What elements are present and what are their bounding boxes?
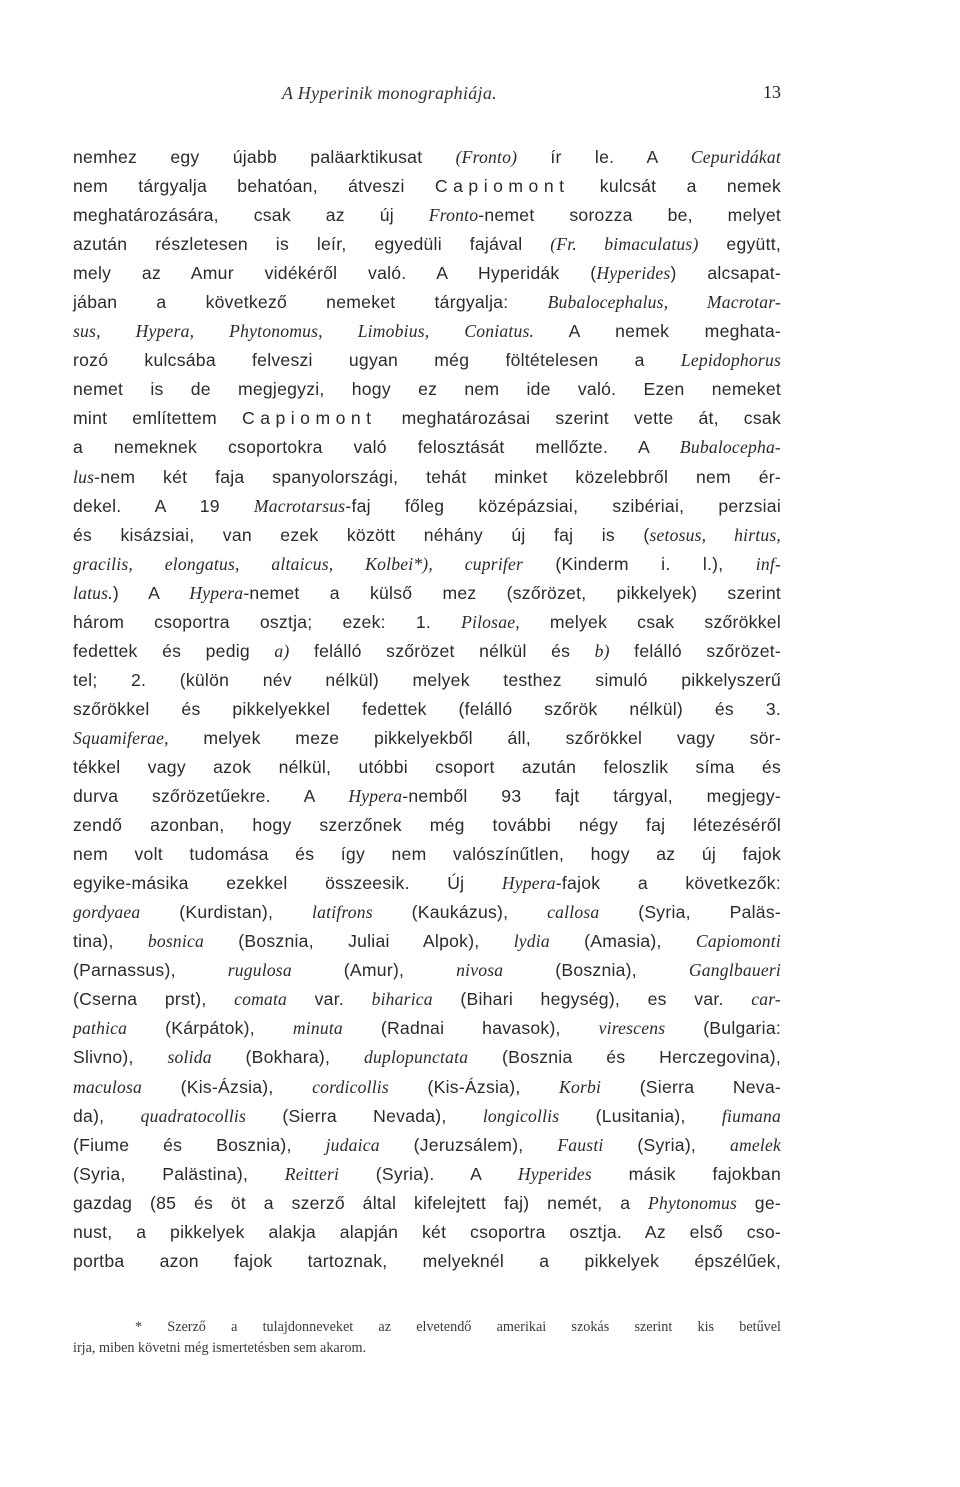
- text-line: [73, 956, 781, 985]
- text-line: [73, 550, 781, 579]
- text-segment: (Bosznia, Juliai Alpok),: [204, 931, 514, 952]
- text-segment: (Syria). A: [339, 1163, 518, 1184]
- text-line: [73, 317, 781, 346]
- italic-text: duplopunctata: [363, 1047, 469, 1068]
- italic-text: b): [594, 640, 610, 661]
- text-segment: zendő azonban, hogy szerzőnek még további négy faj létezéséről: [73, 815, 781, 836]
- spaced-name: Capiomont: [434, 176, 570, 197]
- text-line: [73, 1131, 781, 1160]
- italic-text: inf-: [755, 553, 781, 574]
- italic-text: car-: [751, 989, 781, 1010]
- text-segment: -fajok a következők:: [555, 873, 781, 894]
- text-segment: (Kis-Ázsia),: [388, 1076, 560, 1097]
- text-line: [73, 1073, 781, 1102]
- text-segment: (Bulgaria:: [665, 1018, 781, 1039]
- text-line: [73, 259, 781, 288]
- text-segment: A nemek meghata-: [534, 321, 781, 342]
- text-line: [73, 375, 781, 404]
- text-line: [73, 753, 781, 782]
- text-segment: (Radnai havasok),: [342, 1018, 599, 1039]
- italic-text: quadratocollis: [140, 1105, 247, 1126]
- text-segment: másik fajokban: [591, 1163, 781, 1184]
- text-segment: azután részletesen is leír, egyedüli fajával: [73, 234, 551, 255]
- italic-text: Macrotarsus: [253, 495, 346, 516]
- text-segment: szőrökkel és pikkelyekkel fedettek (felálló szőrök nélkül) és 3.: [73, 698, 781, 719]
- italic-text: latus.: [73, 582, 113, 603]
- italic-text: latifrons: [312, 902, 373, 923]
- page-number: 13: [763, 82, 781, 102]
- text-segment: (Sierra Nevada),: [246, 1105, 483, 1126]
- text-segment: melyek csak szőrökkel: [519, 611, 781, 632]
- text-segment: (Kis-Ázsia),: [142, 1076, 313, 1097]
- text-line: [73, 608, 781, 637]
- footnote: [73, 1317, 781, 1359]
- italic-text: Capiomonti: [695, 931, 781, 952]
- text-segment: (Fiume és Bosznia),: [73, 1134, 326, 1155]
- text-segment: a nemeknek csoportokra való felosztását mellőzte. A: [73, 437, 680, 458]
- text-line: [73, 1014, 781, 1043]
- text-segment: felálló szőrözet nélkül és: [289, 640, 595, 661]
- text-segment: (Syria, Palästina),: [73, 1163, 285, 1184]
- text-line: [73, 143, 781, 172]
- text-segment: egyike-másika ezekkel összeesik. Új: [73, 873, 502, 894]
- text-line: [73, 927, 781, 956]
- italic-text: callosa: [547, 902, 600, 923]
- text-line: [73, 1102, 781, 1131]
- text-segment: három csoportra osztja; ezek: 1.: [73, 611, 462, 632]
- italic-text: setosus, hirtus,: [649, 524, 781, 545]
- text-line: [73, 1189, 781, 1218]
- text-segment: var.: [287, 989, 372, 1010]
- text-line: [73, 724, 781, 753]
- text-line: [73, 840, 781, 869]
- italic-text: Squamiferae,: [73, 727, 169, 748]
- text-segment: rozó kulcsába felveszi ugyan még föltételesen a: [73, 350, 681, 371]
- footnote-line-1: * Szerző a tulajdonneveket az elvetendő amerikai szokás szerint kis betűvel: [135, 1319, 781, 1335]
- text-segment: gazdag (85 és öt a szerző által kifelejtett faj) nemét, a: [73, 1192, 649, 1213]
- italic-text: sus, Hypera, Phytonomus, Limobius, Coniatus.: [73, 321, 535, 342]
- text-segment: felálló szőrözet-: [609, 640, 781, 661]
- text-segment: mint említettem: [73, 408, 242, 429]
- text-segment: (Sierra Neva-: [601, 1076, 781, 1097]
- italic-text: Hypera: [189, 582, 244, 603]
- text-segment: ) alcsapat-: [670, 263, 781, 284]
- italic-text: lydia: [513, 931, 550, 952]
- text-segment: mely az Amur vidékéről való. A Hyperidák (: [73, 263, 597, 284]
- italic-text: Pilosae,: [461, 611, 520, 632]
- text-line: [73, 404, 781, 433]
- text-segment: ) A: [112, 582, 190, 603]
- text-line: [73, 521, 781, 550]
- text-segment: (Kárpátok),: [127, 1018, 293, 1039]
- text-segment: kulcsát a nemek: [569, 176, 781, 197]
- footnote-line-2: irja, miben követni még ismertetésben sem akarom.: [73, 1340, 367, 1356]
- text-segment: nem tárgyalja behatóan, átveszi: [73, 176, 435, 197]
- italic-text: Lepidophorus: [680, 350, 781, 371]
- text-segment: -faj főleg középázsiai, szibériai, perzsiai: [345, 495, 781, 516]
- text-segment: tina),: [73, 931, 148, 952]
- text-line: [73, 492, 781, 521]
- text-segment: (Kurdistan),: [140, 902, 313, 923]
- text-segment: (Syria, Paläs-: [599, 902, 782, 923]
- italic-text: Ganglbaueri: [688, 960, 781, 981]
- text-segment: együtt,: [698, 234, 781, 255]
- italic-text: Bubalocepha-: [679, 437, 781, 458]
- text-segment: -nemet sorozza be, melyet: [478, 205, 782, 226]
- text-segment: tel; 2. (külön név nélkül) melyek testhez simuló pikkelyszerű: [73, 669, 781, 690]
- text-segment: (Jeruzsálem),: [379, 1134, 558, 1155]
- text-segment: da),: [73, 1105, 141, 1126]
- text-segment: (Lusitania),: [559, 1105, 722, 1126]
- text-line: [73, 346, 781, 375]
- text-segment: -nemet a külső mez (szőrözet, pikkelyek) szerint: [243, 582, 781, 603]
- text-segment: (Amur),: [291, 960, 457, 981]
- text-segment: Slivno),: [73, 1047, 168, 1068]
- text-line: [73, 463, 781, 492]
- italic-text: minuta: [292, 1018, 343, 1039]
- text-line: [73, 637, 781, 666]
- italic-text: gordyaea: [73, 902, 141, 923]
- italic-text: fiumana: [721, 1105, 781, 1126]
- italic-text: Reitteri: [284, 1163, 340, 1184]
- text-segment: nemet is de megjegyzi, hogy ez nem ide való. Ezen nemeket: [73, 379, 781, 400]
- italic-text: pathica: [73, 1018, 128, 1039]
- italic-text: (Fronto): [455, 147, 518, 167]
- text-segment: és kisázsiai, van ezek között néhány új faj is (: [73, 524, 650, 545]
- italic-text: Cepuridákat: [690, 147, 781, 167]
- running-title: A Hyperinik monographiája.: [282, 83, 497, 103]
- italic-text: comata: [234, 989, 288, 1010]
- text-line: [73, 869, 781, 898]
- body-text: [73, 143, 781, 1276]
- italic-text: Fausti: [557, 1134, 604, 1155]
- italic-text: amelek: [729, 1134, 781, 1155]
- text-segment: (Kaukázus),: [372, 902, 548, 923]
- italic-text: judaica: [325, 1134, 380, 1155]
- italic-text: maculosa: [73, 1076, 143, 1097]
- spaced-name: Capiomont: [241, 408, 377, 429]
- italic-text: Phytonomus: [648, 1192, 738, 1213]
- italic-text: rugulosa: [227, 960, 292, 981]
- text-segment: (Bihari hegység), es var.: [432, 989, 752, 1010]
- text-segment: -nem két faja spanyolországi, tehát minket közelebbről nem ér-: [94, 466, 781, 487]
- text-line: [73, 898, 781, 927]
- text-segment: (Syria),: [603, 1134, 730, 1155]
- text-segment: (Kinderm i. l.),: [523, 553, 756, 574]
- text-line: [73, 1218, 781, 1247]
- text-segment: nem volt tudomása és így nem valószínűtlen, hogy az új fajok: [73, 844, 781, 865]
- text-segment: melyek meze pikkelyekből áll, szőrökkel vagy sör-: [168, 727, 781, 748]
- text-segment: ge-: [737, 1192, 781, 1213]
- italic-text: Hypera: [348, 786, 403, 807]
- text-line: [73, 695, 781, 724]
- italic-text: lus: [73, 466, 95, 487]
- italic-text: biharica: [371, 989, 433, 1010]
- italic-text: gracilis, elongatus, altaicus, Kolbei*), cuprifer: [73, 553, 524, 574]
- italic-text: Korbi: [559, 1076, 602, 1097]
- text-segment: ír le. A: [517, 147, 691, 167]
- text-line: [73, 666, 781, 695]
- text-segment: durva szőrözetűekre. A: [73, 786, 349, 807]
- italic-text: bosnica: [147, 931, 204, 952]
- italic-text: cordicollis: [312, 1076, 389, 1097]
- italic-text: Hyperides: [517, 1163, 592, 1184]
- text-line: [73, 201, 781, 230]
- italic-text: Bubalocephalus, Macrotar-: [547, 292, 782, 313]
- text-line: [73, 1160, 781, 1189]
- text-segment: nemhez egy újabb paläarktikusat: [73, 147, 456, 167]
- text-segment: nust, a pikkelyek alakja alapján két csoportra osztja. Az első cso-: [73, 1221, 781, 1242]
- text-line: [73, 579, 781, 608]
- text-segment: fedettek és pedig: [73, 640, 275, 661]
- text-segment: (Amasia),: [549, 931, 696, 952]
- italic-text: Hyperides: [596, 263, 671, 284]
- italic-text: (Fr. bimaculatus): [550, 234, 699, 255]
- text-segment: -nemből 93 fajt tárgyal, megjegy-: [402, 786, 781, 807]
- text-segment: (Bokhara),: [211, 1047, 364, 1068]
- text-segment: (Cserna prst),: [73, 989, 235, 1010]
- italic-text: virescens: [598, 1018, 666, 1039]
- italic-text: Hypera: [501, 873, 556, 894]
- italic-text: solida: [167, 1047, 212, 1068]
- text-line: [73, 985, 781, 1014]
- text-line: [73, 811, 781, 840]
- text-segment: (Bosznia),: [503, 960, 689, 981]
- text-segment: dekel. A 19: [73, 495, 254, 516]
- text-line: [73, 288, 781, 317]
- text-segment: meghatározására, csak az új: [73, 205, 429, 226]
- text-line: [73, 433, 781, 462]
- italic-text: nivosa: [456, 960, 504, 981]
- text-line: [73, 172, 781, 201]
- text-segment: jában a következő nemeket tárgyalja:: [73, 292, 548, 313]
- text-segment: meghatározásai szerint vette át, csak: [376, 408, 781, 429]
- text-segment: portba azon fajok tartoznak, melyeknél a pikkelyek épszélűek,: [73, 1250, 781, 1271]
- text-line: [73, 230, 781, 259]
- italic-text: a): [274, 640, 290, 661]
- text-segment: tékkel vagy azok nélkül, utóbbi csoport azután feloszlik síma és: [73, 756, 781, 777]
- italic-text: Fronto: [428, 205, 479, 226]
- text-line: [73, 1043, 781, 1072]
- text-segment: (Bosznia és Herczegovina),: [468, 1047, 781, 1068]
- italic-text: longicollis: [482, 1105, 560, 1126]
- text-line: [73, 782, 781, 811]
- text-segment: (Parnassus),: [73, 960, 228, 981]
- text-line: [73, 1247, 781, 1276]
